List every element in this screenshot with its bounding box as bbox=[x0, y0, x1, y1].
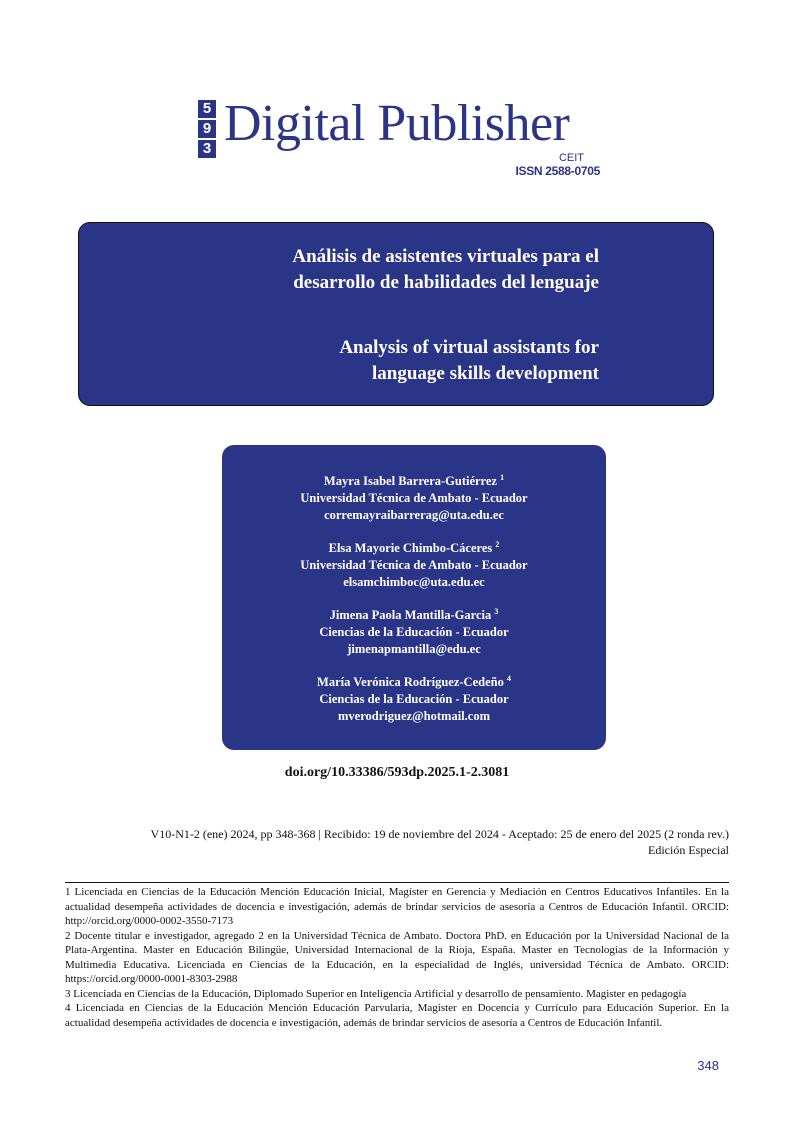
author-name-line bbox=[222, 473, 606, 490]
author-ref: 4 bbox=[506, 673, 511, 683]
logo-digit: 5 bbox=[198, 100, 216, 118]
author-email[interactable]: mverodriguez@hotmail.com bbox=[338, 709, 490, 723]
spanish-title-line: Análisis de asistentes virtuales para el bbox=[292, 246, 599, 267]
title-box bbox=[78, 222, 714, 406]
author-name-line bbox=[222, 674, 606, 691]
spanish-title bbox=[79, 244, 599, 296]
author-email[interactable]: corremayraibarrerag@uta.edu.ec bbox=[324, 508, 504, 522]
author-ref: 1 bbox=[500, 472, 505, 482]
journal-logo bbox=[198, 95, 618, 180]
doi-link[interactable]: doi.org/10.33386/593dp.2025.1-2.3081 bbox=[284, 765, 510, 780]
logo-issn: ISSN 2588-0705 bbox=[515, 164, 600, 178]
meta-line: V10-N1-2 (ene) 2024, pp 348-368 | Recibido: 19 de noviembre del 2024 - Aceptado: 25 de enero del 2025 (2 ronda rev.) bbox=[150, 827, 729, 841]
author-affiliation: Ciencias de la Educación - Ecuador bbox=[319, 625, 509, 639]
author-name: Jimena Paola Mantilla-Garcia bbox=[329, 608, 492, 622]
page-number: 348 bbox=[697, 1058, 719, 1073]
footnote: 2 Docente titular e investigador, agregado 2 en la Universidad Técnica de Ambato. Doctora PhD. en Educación por la Universidad Nacional de la Plata-Argentina. Master en Educación Bilingüe, Universidad Internacional de la Rioja, España. Master en Tecnologías de la Información y Multimedia Educativa. Licenciada en Ciencias de la Educación, en la especialidad de Inglés, universidad Técnica de Ambato. ORCID: https://orcid.org/0000-0001-8303-2988 bbox=[65, 929, 729, 985]
author-name: Mayra Isabel Barrera-Gutiérrez bbox=[323, 474, 497, 488]
footnote: 1 Licenciada en Ciencias de la Educación Mención Educación Inicial, Magíster en Gerencia y Mediación en Centros Educativos Infantiles. En la actualidad desempeña actividades de docencia e investigación, además de brindar servicios de asesoría a Centros de Educación Infantil. ORCID: http://orcid.org/0000-0002-3550-7173 bbox=[65, 886, 729, 927]
author-affiliation: Universidad Técnica de Ambato - Ecuador bbox=[300, 491, 528, 505]
author-block bbox=[222, 674, 606, 725]
authors-box bbox=[222, 445, 606, 750]
publication-meta bbox=[151, 826, 729, 858]
spanish-title-line: desarrollo de habilidades del lenguaje bbox=[293, 272, 599, 293]
author-block bbox=[222, 540, 606, 591]
english-title bbox=[79, 335, 599, 387]
author-ref: 2 bbox=[495, 539, 500, 549]
author-name: María Verónica Rodríguez-Cedeño bbox=[317, 675, 504, 689]
english-title-line: language skills development bbox=[372, 363, 599, 384]
meta-edition: Edición Especial bbox=[648, 843, 729, 857]
author-name-line bbox=[222, 607, 606, 624]
english-title-line: Analysis of virtual assistants for bbox=[339, 337, 599, 358]
author-email[interactable]: elsamchimboc@uta.edu.ec bbox=[343, 575, 485, 589]
logo-title: Digital Publisher bbox=[224, 95, 570, 152]
footnote: 4 Licenciada en Ciencias de la Educación Mención Educación Parvularia, Magister en Docencia y Currículo para Educación Superior. En la actualidad desempeña actividades de docencia e investigación, además de brindar servicios de asesoría a Centros de Educación Infantil. bbox=[65, 1002, 729, 1029]
footnote-divider bbox=[65, 882, 729, 883]
logo-digits bbox=[198, 100, 218, 160]
logo-digit: 9 bbox=[198, 120, 216, 138]
author-ref: 3 bbox=[494, 606, 499, 616]
author-block bbox=[222, 607, 606, 658]
footnotes bbox=[65, 885, 729, 1030]
logo-ceit: CEIT bbox=[558, 152, 584, 164]
logo-digit: 3 bbox=[198, 140, 216, 158]
footnote: 3 Licenciada en Ciencias de la Educación, Diplomado Superior en Inteligencia Artificial y desarrollo de pensamiento. Magister en pedagogía bbox=[65, 987, 687, 1000]
author-email[interactable]: jimenapmantilla@edu.ec bbox=[347, 642, 481, 656]
author-name: Elsa Mayorie Chimbo-Cáceres bbox=[328, 541, 493, 555]
author-affiliation: Universidad Técnica de Ambato - Ecuador bbox=[300, 558, 528, 572]
author-block bbox=[222, 473, 606, 524]
author-affiliation: Ciencias de la Educación - Ecuador bbox=[319, 692, 509, 706]
author-name-line bbox=[222, 540, 606, 557]
